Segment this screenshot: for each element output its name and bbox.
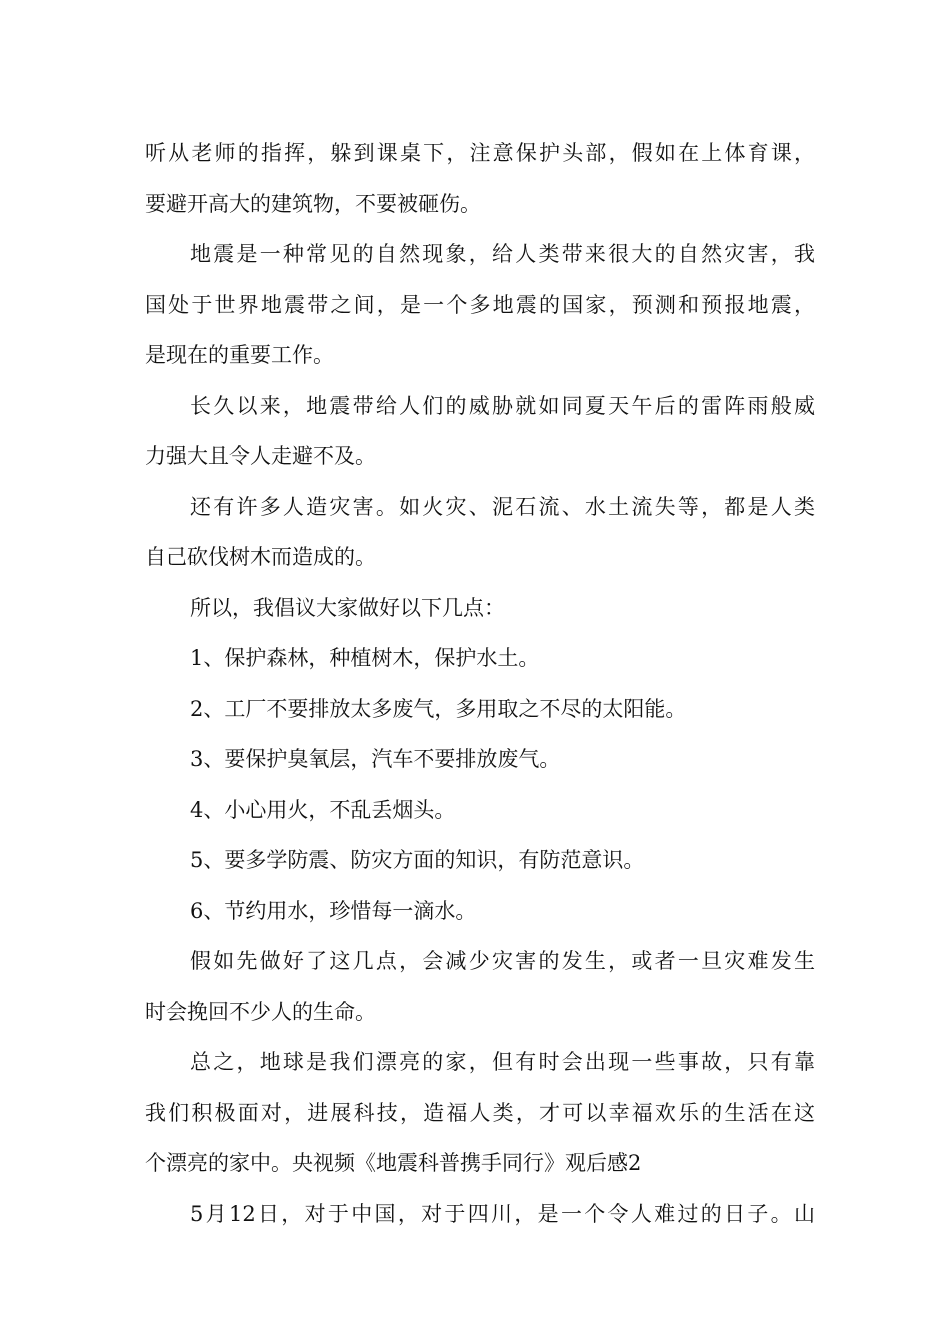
- paragraph-first-line: 假如先做好了这几点，会减少灾害的发生，或者一旦灾难发生: [190, 949, 815, 973]
- list-item: 1、保护森林，种植树木，保护水土。: [190, 646, 540, 670]
- paragraph-first-line: 5月12日，对于中国，对于四川，是一个令人难过的日子。山: [190, 1201, 815, 1226]
- text-line: 是现在的重要工作。: [145, 343, 334, 367]
- text-line: 力强大且令人走避不及。: [145, 444, 376, 468]
- paragraph-first-line: 总之，地球是我们漂亮的家，但有时会出现一些事故，只有靠: [190, 1050, 815, 1074]
- document-body: [145, 128, 815, 1239]
- text-line: 时会挽回不少人的生命。: [145, 999, 376, 1024]
- list-item: 6、节约用水，珍惜每一滴水。: [190, 898, 477, 923]
- text-line: 国处于世界地震带之间，是一个多地震的国家，预测和预报地震，: [145, 292, 815, 317]
- text-line: 要避开高大的建筑物，不要被砸伤。: [145, 191, 481, 216]
- paragraph-first-line: 还有许多人造灾害。如火灾、泥石流、水土流失等，都是人类: [190, 494, 815, 519]
- paragraph-first-line: 所以，我倡议大家做好以下几点：: [190, 595, 505, 620]
- text-line: 听从老师的指挥，躲到课桌下，注意保护头部，假如在上体育课，: [145, 141, 815, 165]
- list-item: 5、要多学防震、防灾方面的知识，有防范意识。: [190, 848, 645, 872]
- paragraph-first-line: 长久以来，地震带给人们的威胁就如同夏天午后的雷阵雨般威: [190, 393, 815, 418]
- paragraph-first-line: 地震是一种常见的自然现象，给人类带来很大的自然灾害，我: [190, 242, 815, 266]
- list-item: 3、要保护臭氧层，汽车不要排放废气。: [190, 747, 561, 771]
- text-line: 个漂亮的家中。央视频《地震科普携手同行》观后感2: [145, 1151, 642, 1175]
- text-line: 自己砍伐树木而造成的。: [145, 545, 376, 569]
- list-item: 2、工厂不要排放太多废气，多用取之不尽的太阳能。: [190, 696, 687, 721]
- list-item: 4、小心用火，不乱丢烟头。: [190, 797, 456, 822]
- text-line: 我们积极面对，进展科技，造福人类，才可以幸福欢乐的生活在这: [145, 1100, 815, 1125]
